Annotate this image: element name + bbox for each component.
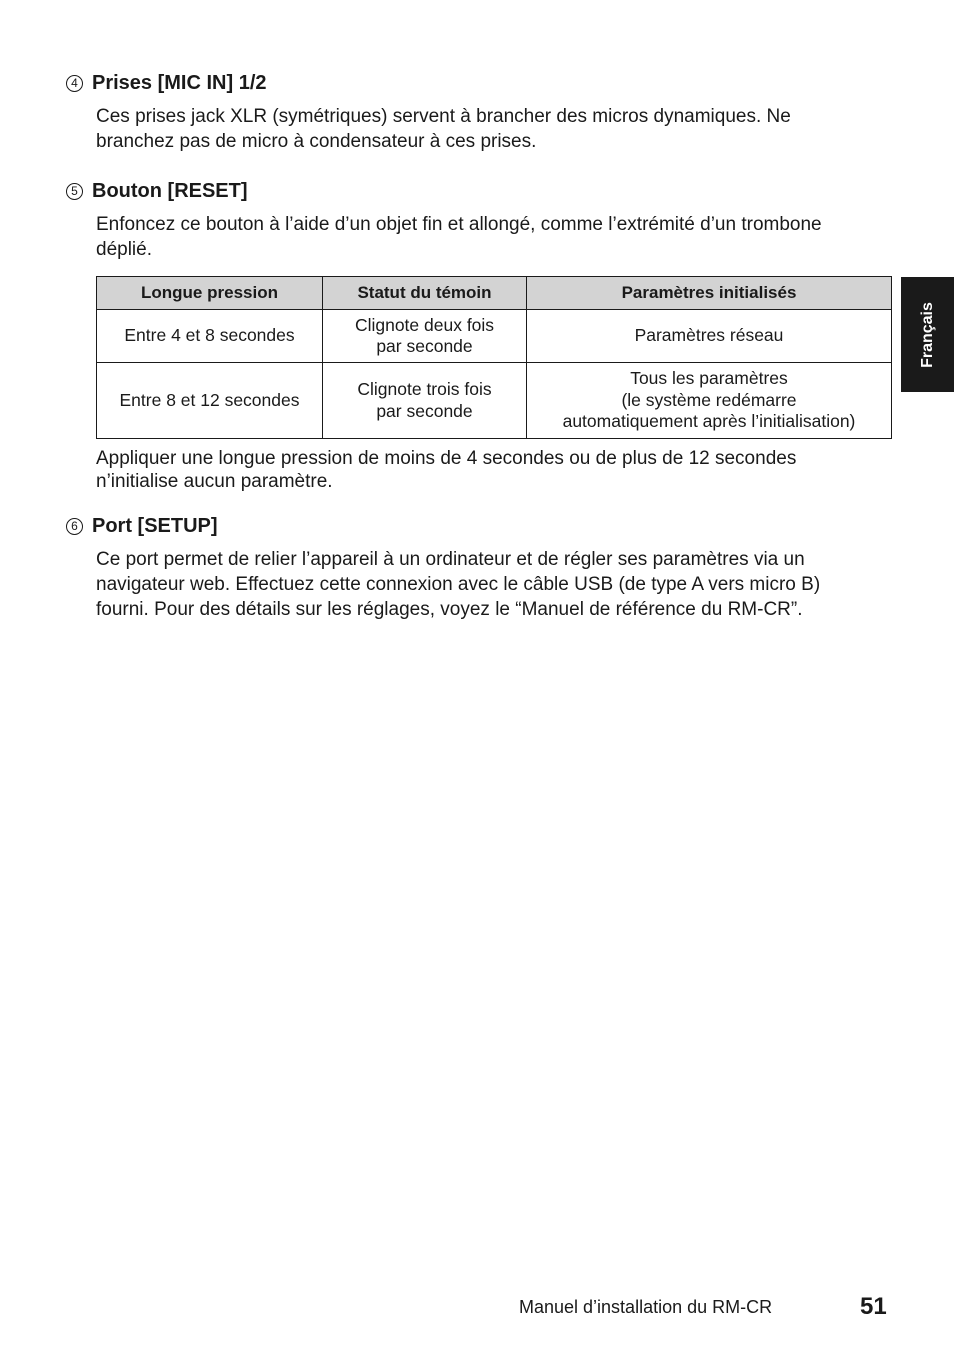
- language-tab: [901, 277, 954, 392]
- section-title: Bouton [RESET]: [92, 180, 248, 202]
- section-title: Prises [MIC IN] 1/2: [92, 72, 267, 94]
- header-indicator-status: Statut du témoin: [323, 277, 527, 310]
- header-reset-params: Paramètres initialisés: [527, 277, 892, 310]
- section-heading: [66, 71, 890, 95]
- table-note: [96, 447, 896, 493]
- paragraph-line: navigateur web. Effectuez cette connexion avec le câble USB (de type A vers micro B): [96, 574, 821, 595]
- paragraph-line: déplié.: [96, 239, 152, 260]
- header-long-press: Longue pression: [97, 277, 323, 310]
- params-cell: [527, 363, 892, 439]
- indicator-cell: [323, 363, 527, 439]
- params-cell: [527, 310, 892, 363]
- section-paragraph: [96, 212, 892, 262]
- duration-cell: Entre 8 et 12 secondes: [97, 363, 323, 439]
- paragraph-line: branchez pas de micro à condensateur à ces prises.: [96, 131, 537, 152]
- cell-line: Paramètres réseau: [634, 325, 784, 346]
- cell-line: automatiquement après l’initialisation): [562, 411, 856, 432]
- section-setup-port: [66, 514, 890, 622]
- table-header-row: [97, 277, 892, 310]
- language-tab-label: Français: [918, 301, 936, 368]
- indicator-cell: [323, 310, 527, 363]
- cell-line: Clignote deux fois: [354, 314, 495, 335]
- cell-line: Clignote trois fois: [357, 379, 492, 399]
- section-heading: [66, 179, 890, 203]
- cell-line: Tous les paramètres: [630, 368, 788, 389]
- circled-number-5: 5: [66, 183, 83, 200]
- circled-number-4: 4: [66, 75, 83, 92]
- cell-line: (le système redémarre: [621, 389, 797, 410]
- table-row: [97, 363, 892, 439]
- section-title: Port [SETUP]: [92, 515, 218, 537]
- table-row: [97, 310, 892, 363]
- paragraph-line: Enfoncez ce bouton à l’aide d’un objet fin et allongé, comme l’extrémité d’un trombone: [96, 214, 822, 235]
- section-paragraph: [96, 547, 892, 622]
- paragraph-line: fourni. Pour des détails sur les réglages, voyez le “Manuel de référence du RM-CR”.: [96, 599, 803, 620]
- section-paragraph: [96, 104, 892, 154]
- cell-line: par seconde: [376, 336, 473, 356]
- reset-table: [96, 276, 892, 439]
- duration-cell: Entre 4 et 8 secondes: [97, 310, 323, 363]
- cell-line: par seconde: [376, 400, 473, 421]
- section-heading: [66, 514, 890, 538]
- paragraph-line: Ce port permet de relier l’appareil à un ordinateur et de régler ses paramètres via un: [96, 549, 805, 570]
- footer-manual-title: Manuel d’installation du RM-CR: [519, 1297, 773, 1317]
- circled-number-6: 6: [66, 518, 83, 535]
- note-line: n’initialise aucun paramètre.: [96, 471, 333, 492]
- section-reset-button: [66, 179, 890, 262]
- page-number: 51: [860, 1293, 887, 1320]
- paragraph-line: Ces prises jack XLR (symétriques) servent à brancher des micros dynamiques. Ne: [96, 106, 791, 127]
- section-mic-in: [66, 71, 890, 154]
- note-line: Appliquer une longue pression de moins de 4 secondes ou de plus de 12 secondes: [96, 448, 797, 469]
